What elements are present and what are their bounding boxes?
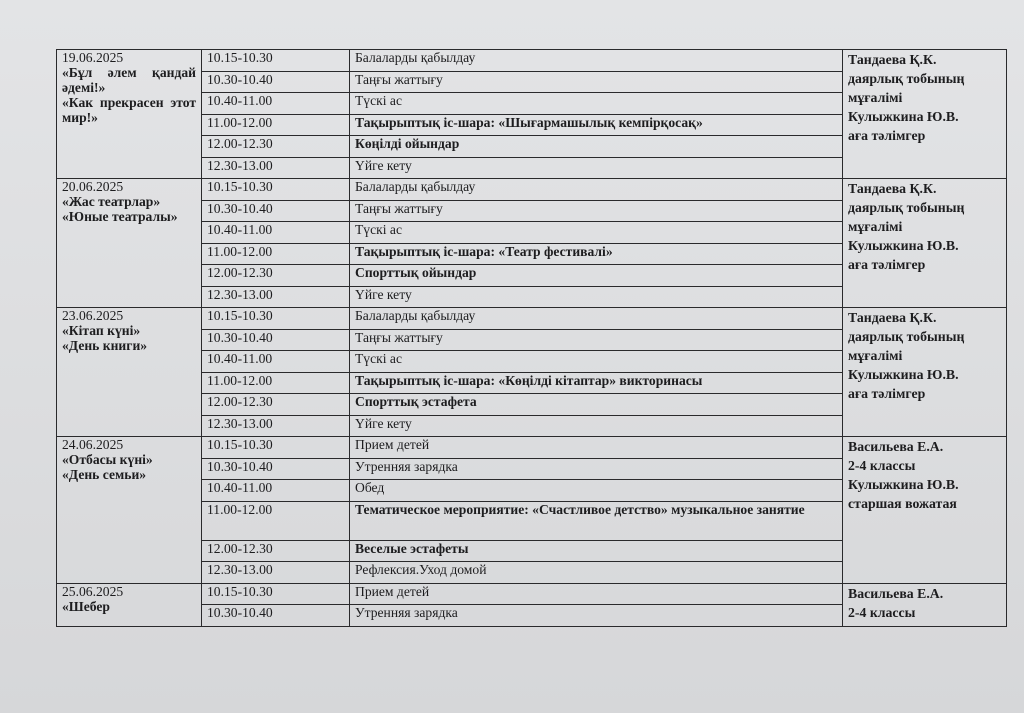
day-theme: «День книги»	[62, 338, 148, 353]
schedule-row	[57, 583, 1007, 605]
schedule-row	[57, 308, 1007, 330]
activity-cell: Таңғы жаттығу	[350, 200, 843, 222]
schedule-row	[57, 437, 1007, 459]
time-cell: 10.30-10.40	[202, 200, 350, 222]
day-theme: «Шебер	[62, 598, 110, 614]
activity-cell: Таңғы жаттығу	[350, 71, 843, 93]
activity-cell: Тақырыптық іс-шара: «Театр фестивалі»	[350, 243, 843, 265]
activity-cell: Түскі ас	[350, 222, 843, 244]
responsible-line: Тандаева Қ.К.	[848, 310, 937, 325]
day-theme: «День семьи»	[62, 467, 147, 482]
time-cell: 10.40-11.00	[202, 222, 350, 244]
responsible-line: Тандаева Қ.К.	[848, 181, 937, 196]
activity-cell: Түскі ас	[350, 351, 843, 373]
day-date-cell	[57, 308, 202, 437]
time-cell: 12.30-13.00	[202, 157, 350, 179]
time-cell: 12.00-12.30	[202, 265, 350, 287]
time-cell: 11.00-12.00	[202, 114, 350, 136]
day-theme: «Бұл әлем қандай әдемі!»	[62, 65, 196, 95]
responsible-cell	[843, 308, 1007, 437]
responsible-line: Кулыжкина Ю.В.	[848, 367, 959, 382]
schedule-body	[57, 50, 1007, 627]
responsible-line: даярлық тобының мұғалімі	[848, 71, 965, 105]
responsible-line: 2-4 классы	[848, 458, 916, 473]
responsible-line: Тандаева Қ.К.	[848, 52, 937, 67]
time-cell: 12.30-13.00	[202, 415, 350, 437]
activity-cell: Утренняя зарядка	[350, 458, 843, 480]
activity-cell: Прием детей	[350, 583, 843, 605]
day-date: 23.06.2025	[62, 308, 124, 323]
responsible-line: Васильева Е.А.	[848, 439, 944, 454]
time-cell: 12.00-12.30	[202, 394, 350, 416]
responsible-cell	[843, 437, 1007, 584]
activity-cell: Утренняя зарядка	[350, 605, 843, 627]
time-cell: 10.30-10.40	[202, 329, 350, 351]
responsible-line: старшая вожатая	[848, 496, 957, 511]
time-cell: 12.30-13.00	[202, 562, 350, 584]
schedule-row	[57, 179, 1007, 201]
time-cell: 10.15-10.30	[202, 583, 350, 605]
time-cell: 10.40-11.00	[202, 480, 350, 502]
responsible-line: аға тәлімгер	[848, 128, 926, 143]
time-cell: 12.00-12.30	[202, 540, 350, 562]
responsible-line: даярлық тобының мұғалімі	[848, 329, 965, 363]
activity-cell: Тақырыптық іс-шара: «Көңілді кітаптар» викторинасы	[350, 372, 843, 394]
responsible-line: Васильева Е.А.	[848, 585, 944, 601]
responsible-line: Кулыжкина Ю.В.	[848, 109, 959, 124]
responsible-cell	[843, 583, 1007, 626]
activity-cell: Рефлексия.Уход домой	[350, 562, 843, 584]
day-theme: «Кітап күні»	[62, 323, 141, 338]
time-cell: 10.40-11.00	[202, 351, 350, 373]
time-cell: 11.00-12.00	[202, 501, 350, 540]
responsible-line: 2-4 классы	[848, 604, 916, 620]
activity-cell: Спорттық ойындар	[350, 265, 843, 287]
day-theme: «Юные театралы»	[62, 209, 178, 224]
day-theme: «Жас театрлар»	[62, 194, 161, 209]
activity-cell: Тақырыптық іс-шара: «Шығармашылық кемпірқосақ»	[350, 114, 843, 136]
activity-cell: Балаларды қабылдау	[350, 50, 843, 72]
activity-cell: Спорттық эстафета	[350, 394, 843, 416]
schedule-table	[56, 49, 1007, 627]
day-date: 20.06.2025	[62, 179, 124, 194]
day-date: 24.06.2025	[62, 437, 124, 452]
time-cell: 10.15-10.30	[202, 437, 350, 459]
activity-cell: Тематическое мероприятие: «Счастливое детство» музыкальное занятие	[350, 501, 843, 540]
responsible-line: Кулыжкина Ю.В.	[848, 477, 959, 492]
responsible-cell	[843, 50, 1007, 179]
activity-cell: Веселые эстафеты	[350, 540, 843, 562]
activity-cell: Прием детей	[350, 437, 843, 459]
time-cell: 10.40-11.00	[202, 93, 350, 115]
time-cell: 10.15-10.30	[202, 308, 350, 330]
activity-cell: Обед	[350, 480, 843, 502]
activity-cell: Балаларды қабылдау	[350, 179, 843, 201]
day-date-cell	[57, 179, 202, 308]
time-cell: 10.30-10.40	[202, 458, 350, 480]
responsible-line: даярлық тобының мұғалімі	[848, 200, 965, 234]
activity-cell: Түскі ас	[350, 93, 843, 115]
responsible-line: аға тәлімгер	[848, 257, 926, 272]
activity-cell: Таңғы жаттығу	[350, 329, 843, 351]
day-date-cell	[57, 50, 202, 179]
day-date-cell	[57, 583, 202, 626]
activity-cell: Үйге кету	[350, 415, 843, 437]
day-theme: «Отбасы күні»	[62, 452, 153, 467]
time-cell: 11.00-12.00	[202, 243, 350, 265]
responsible-line: Кулыжкина Ю.В.	[848, 238, 959, 253]
time-cell: 10.15-10.30	[202, 179, 350, 201]
schedule-row	[57, 50, 1007, 72]
time-cell: 10.15-10.30	[202, 50, 350, 72]
day-date: 25.06.2025	[62, 583, 124, 599]
activity-cell: Көңілді ойындар	[350, 136, 843, 158]
time-cell: 12.00-12.30	[202, 136, 350, 158]
day-theme: «Как прекрасен этот мир!»	[62, 95, 196, 125]
activity-cell: Үйге кету	[350, 286, 843, 308]
activity-cell: Балаларды қабылдау	[350, 308, 843, 330]
time-cell: 11.00-12.00	[202, 372, 350, 394]
time-cell: 10.30-10.40	[202, 605, 350, 627]
day-date: 19.06.2025	[62, 50, 124, 65]
time-cell: 10.30-10.40	[202, 71, 350, 93]
time-cell: 12.30-13.00	[202, 286, 350, 308]
responsible-line: аға тәлімгер	[848, 386, 926, 401]
responsible-cell	[843, 179, 1007, 308]
activity-cell: Үйге кету	[350, 157, 843, 179]
day-date-cell	[57, 437, 202, 584]
